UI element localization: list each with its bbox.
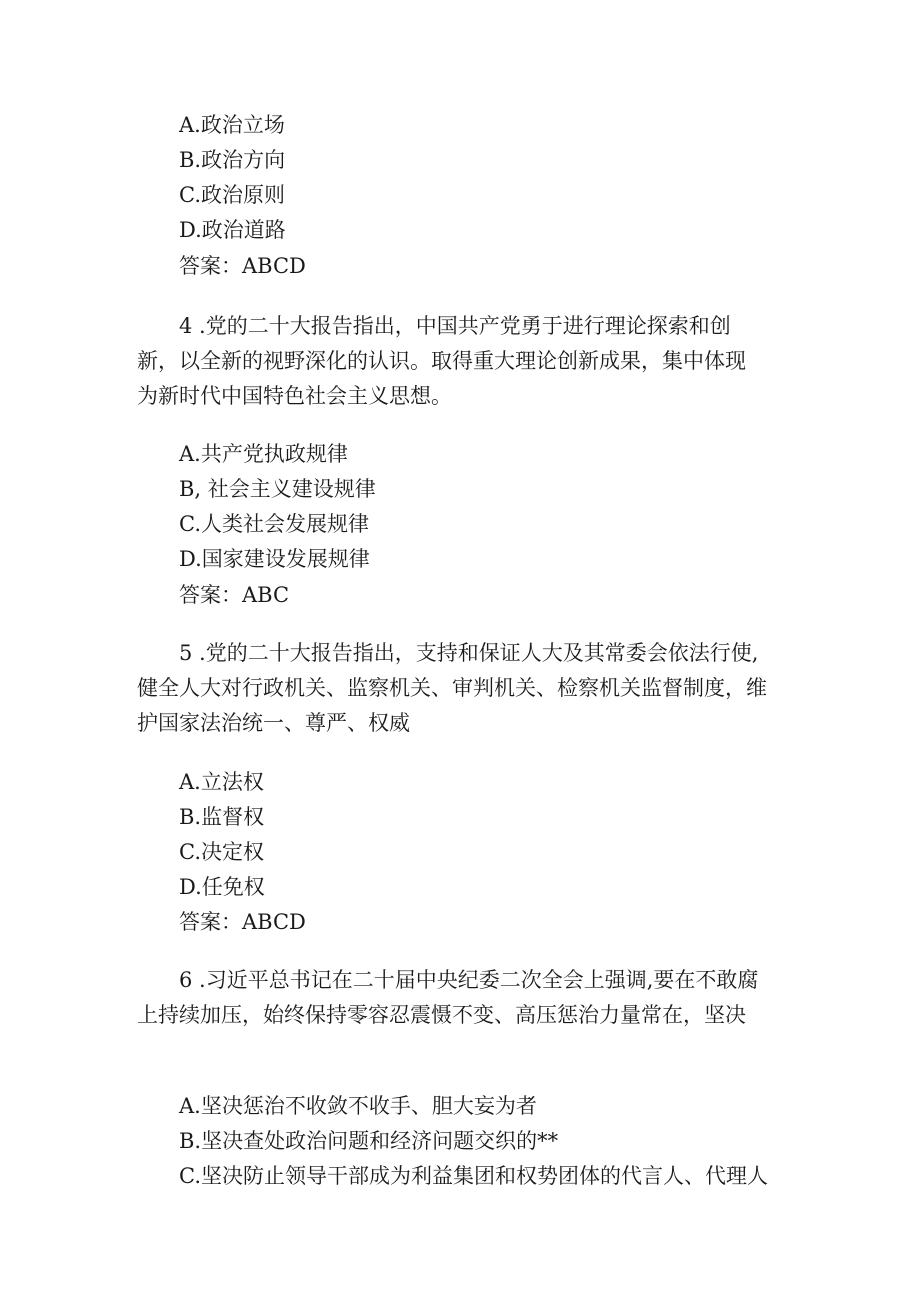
q4-answer: 答案：ABC <box>179 583 290 607</box>
q5-stem-line-3: 护国家法治统一、尊严、权威 <box>137 711 410 735</box>
q4-option-d: D.国家建设发展规律 <box>179 547 370 571</box>
q5-option-a: A.立法权 <box>179 770 264 794</box>
q4-option-b: B, 社会主义建设规律 <box>179 477 376 501</box>
q4-stem-line-1: 4 .党的二十大报告指出，中国共产党勇于进行理论探索和创 <box>179 314 731 338</box>
q5-stem-line-1: 5 .党的二十大报告指出，支持和保证人大及其常委会依法行使, <box>179 641 759 665</box>
q6-option-b: B.坚决查处政治问题和经济问题交织的** <box>179 1129 559 1153</box>
q4-stem-line-3: 为新时代中国特色社会主义思想。 <box>137 384 452 408</box>
q3-option-a: A.政治立场 <box>179 113 285 137</box>
q5-option-d: D.任免权 <box>179 875 265 899</box>
q3-option-d: D.政治道路 <box>179 218 286 242</box>
q3-option-c: C.政治原则 <box>179 183 285 207</box>
q6-option-c: C.坚决防止领导干部成为利益集团和权势团体的代言人、代理人 <box>179 1164 768 1188</box>
q5-answer: 答案：ABCD <box>179 910 306 934</box>
q3-answer: 答案：ABCD <box>179 254 306 278</box>
q5-option-b: B.监督权 <box>179 805 265 829</box>
q4-stem-line-2: 新，以全新的视野深化的认识。取得重大理论创新成果，集中体现 <box>137 349 746 373</box>
q6-stem-line-1: 6 .习近平总书记在二十届中央纪委二次全会上强调,要在不敢腐 <box>179 968 759 992</box>
q6-stem-line-2: 上持续加压，始终保持零容忍震慑不变、高压惩治力量常在，坚决 <box>137 1003 746 1027</box>
q5-option-c: C.决定权 <box>179 840 264 864</box>
q5-stem-line-2: 健全人大对行政机关、监察机关、审判机关、检察机关监督制度，维 <box>137 676 767 700</box>
q6-option-a: A.坚决惩治不收敛不收手、胆大妄为者 <box>179 1094 537 1118</box>
q4-option-a: A.共产党执政规律 <box>179 442 348 466</box>
q3-option-b: B.政治方向 <box>179 148 286 172</box>
q4-option-c: C.人类社会发展规律 <box>179 512 369 536</box>
